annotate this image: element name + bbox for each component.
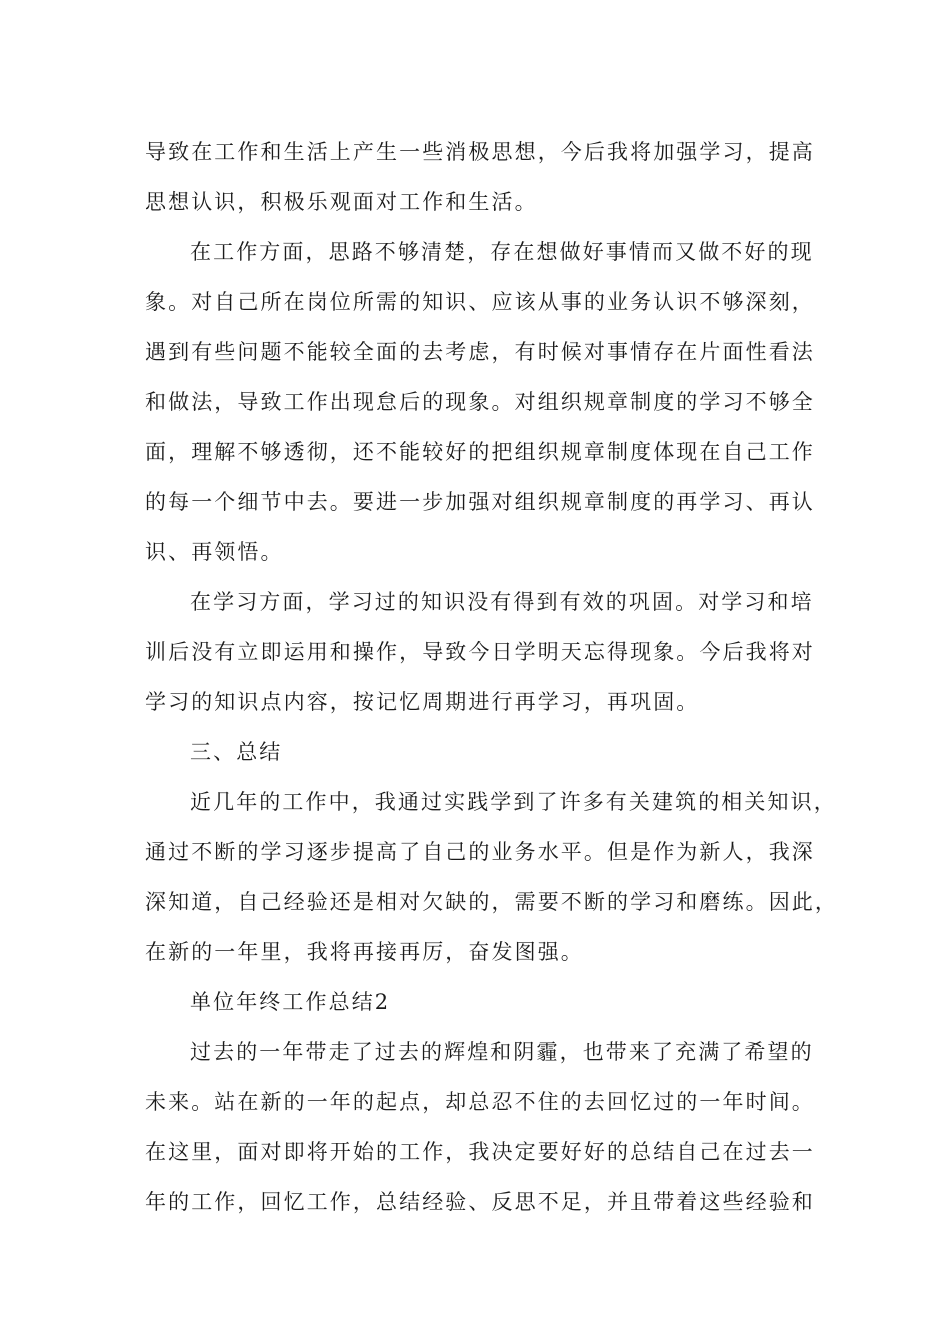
text-line: 在这里，面对即将开始的工作，我决定要好好的总结自己在过去一 bbox=[145, 1140, 815, 1164]
text-line: 识、再领悟。 bbox=[145, 540, 284, 564]
text-line: 通过不断的学习逐步提高了自己的业务水平。但是作为新人，我深 bbox=[145, 840, 815, 864]
paragraph-start-line: 在工作方面，思路不够清楚，存在想做好事情而又做不好的现 bbox=[190, 240, 814, 264]
text-line: 和做法，导致工作出现怠后的现象。对组织规章制度的学习不够全 bbox=[145, 390, 815, 414]
text-line: 在新的一年里，我将再接再厉，奋发图强。 bbox=[145, 940, 584, 964]
paragraph-start-line: 过去的一年带走了过去的辉煌和阴霾，也带来了充满了希望的 bbox=[190, 1040, 814, 1064]
text-line: 未来。站在新的一年的起点，却总忍不住的去回忆过的一年时间。 bbox=[145, 1090, 815, 1114]
text-line: 年的工作，回忆工作，总结经验、反思不足，并且带着这些经验和 bbox=[145, 1190, 815, 1214]
document-title: 单位年终工作总结2 bbox=[190, 990, 391, 1014]
paragraph-start-line: 近几年的工作中，我通过实践学到了许多有关建筑的相关知识， bbox=[190, 790, 837, 814]
paragraph-start-line: 在学习方面，学习过的知识没有得到有效的巩固。对学习和培 bbox=[190, 590, 814, 614]
text-line: 训后没有立即运用和操作，导致今日学明天忘得现象。今后我将对 bbox=[145, 640, 815, 664]
text-line: 学习的知识点内容，按记忆周期进行再学习，再巩固。 bbox=[145, 690, 700, 714]
text-line: 面，理解不够透彻，还不能较好的把组织规章制度体现在自己工作 bbox=[145, 440, 815, 464]
text-line: 遇到有些问题不能较全面的去考虑，有时候对事情存在片面性看法 bbox=[145, 340, 815, 364]
text-line: 深知道，自己经验还是相对欠缺的，需要不断的学习和磨练。因此， bbox=[145, 890, 838, 914]
section-heading: 三、总结 bbox=[190, 740, 283, 764]
text-line: 思想认识，积极乐观面对工作和生活。 bbox=[145, 190, 538, 214]
text-line: 导致在工作和生活上产生一些消极思想，今后我将加强学习，提高 bbox=[145, 140, 815, 164]
text-line: 象。对自己所在岗位所需的知识、应该从事的业务认识不够深刻， bbox=[145, 290, 815, 314]
text-line: 的每一个细节中去。要进一步加强对组织规章制度的再学习、再认 bbox=[145, 490, 815, 514]
